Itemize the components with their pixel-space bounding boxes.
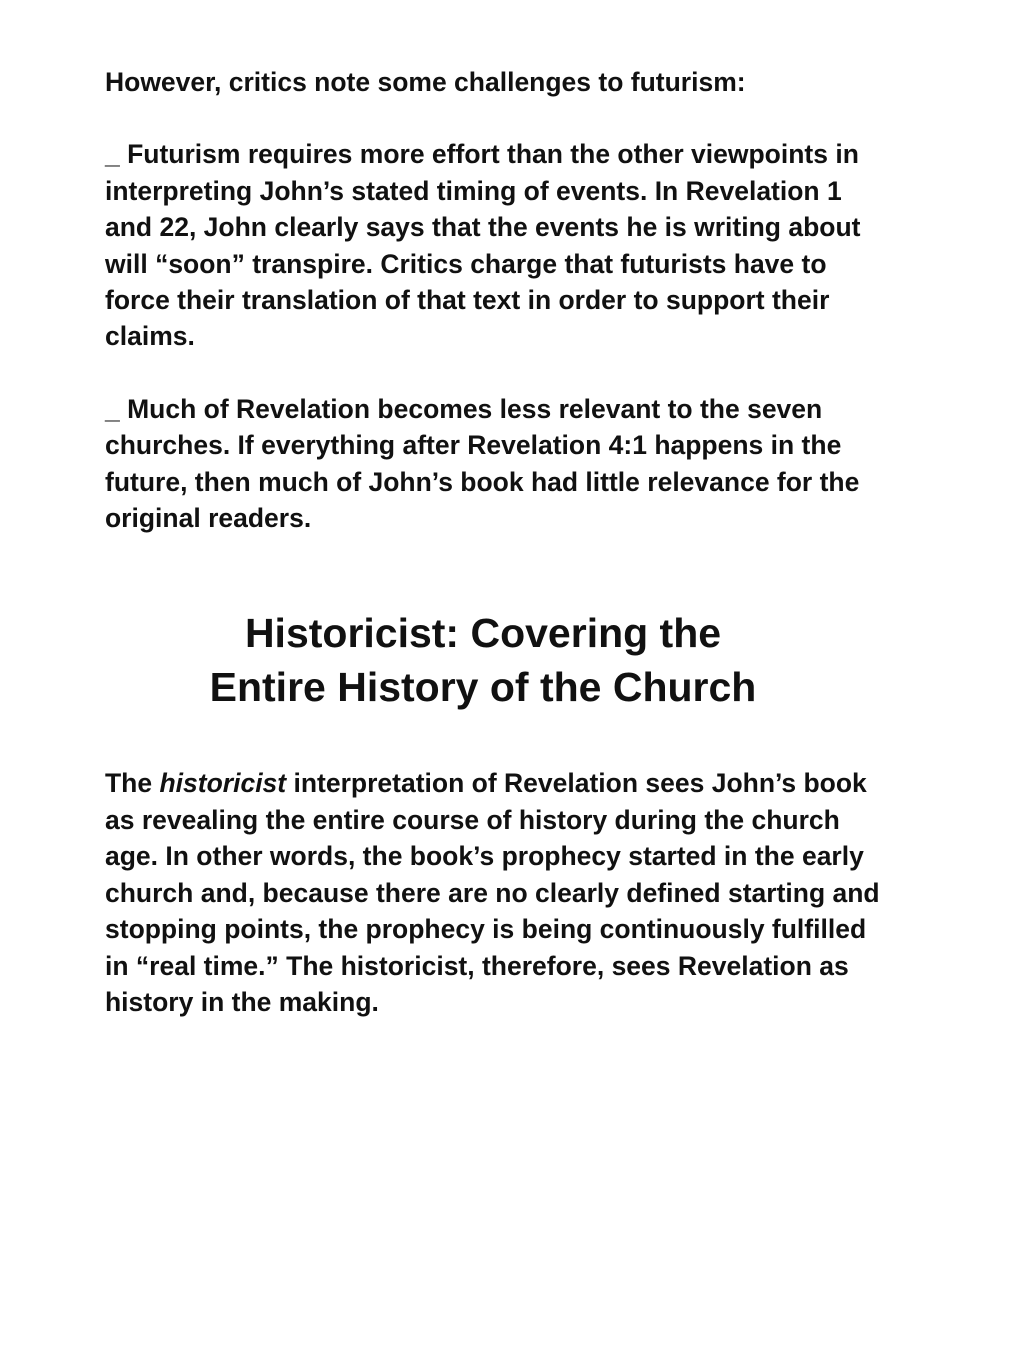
bullet-relevance: _ Much of Revelation becomes less relevant to the seven churches. If everything after Revelation 4:1 happens in the future, then much of John’s book had little relevance for the original readers. <box>105 393 860 534</box>
historicist-lead: The <box>105 768 160 799</box>
section-heading-line-2: Entire History of the Church <box>209 664 757 711</box>
historicist-paragraph <box>105 765 895 1020</box>
section-heading <box>93 606 873 714</box>
intro-paragraph: However, critics note some challenges to futurism: <box>105 67 746 97</box>
historicist-rest: interpretation of Revelation sees John’s book as revealing the entire course of history during the church age. In other words, the book’s prophecy started in the early church and, because there are no clearly defined starting and stopping points, the prophecy is being continuously fulfilled in “real time.” The historicist, therefore, sees Revelation as history in the making. <box>105 768 880 1017</box>
historicist-term: historicist <box>159 768 287 799</box>
document-page <box>105 64 895 1020</box>
bullet-futurism-effort: _ Futurism requires more effort than the other viewpoints in interpreting John’s stated timing of events. In Revelation 1 and 22, John clearly says that the events he is writing about will “soon” transpire. Critics charge that futurists have to force their translation of that text in order to support their claims. <box>105 139 861 352</box>
section-heading-line-1: Historicist: Covering the <box>244 610 722 657</box>
